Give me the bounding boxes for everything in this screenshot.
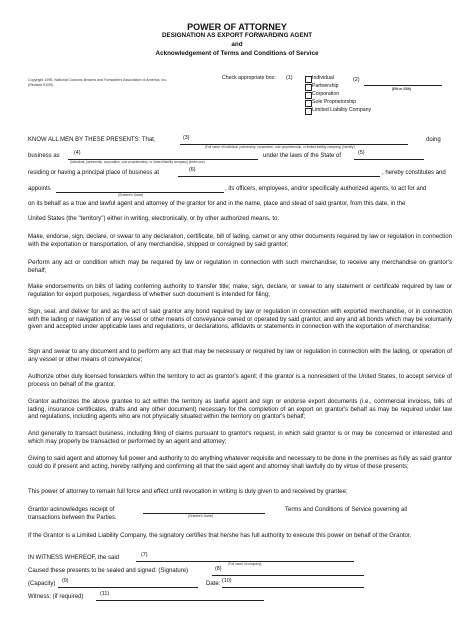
know-all-text: KNOW ALL MEN BY THESE PRESENTS: That, <box>28 137 156 143</box>
field-number-6: (6) <box>189 167 196 173</box>
appoints-text: appoints <box>28 186 51 192</box>
option-partnership-label: Partnership <box>312 83 339 89</box>
witness-label: Witness: (if required) <box>28 594 84 600</box>
date-field[interactable] <box>222 587 364 588</box>
option-llc-label: Limited Liability Company <box>312 107 372 113</box>
llc-certification: If the Grantor is a Limited Liability Company, the signatory certifies that he/she has full authority to execute this power on behalf of the Grantor. <box>28 532 412 539</box>
residing-text: residing or having a principal place of business at <box>28 170 160 176</box>
document-subtitle: DESIGNATION AS EXPORT FORWARDING AGENT <box>161 32 313 39</box>
field-number-2: (2) <box>353 77 360 83</box>
acknowledges-text: Grantor acknowledges receipt of <box>28 507 115 513</box>
paragraph-declarations: Make, endorse, sign, declare, or swear to any declaration, certificate, bill of lading, carnet or any other documents required by law or regulation in connection with the exportation or transportation, of any merchandise, shipped or consigned by said grantor; <box>28 233 452 248</box>
ein-caption: (EIN or SSN) <box>392 87 411 91</box>
field-number-3: (3) <box>183 135 190 141</box>
hereby-text: , hereby constitutes and <box>382 170 446 176</box>
caused-signed-text: Caused these presents to be sealed and signed: (Signature) <box>28 568 189 574</box>
document-title: POWER OF ATTORNEY <box>187 22 287 32</box>
in-witness-text: IN WITNESS WHEREOF, the said <box>28 555 120 561</box>
document-and: and <box>231 41 243 48</box>
address-field[interactable] <box>178 176 380 177</box>
paragraph-authorizes-grantee: Grantor authorizes the above grantee to act within the territory as lawful agent and sign or endorse export documents (i.e., commercial invoices, bills of lading, insurance certificates, drafts and any other document) necessary for the completion of an export on grantor's behalf as may be required under law and regulations, including agents who are not physically situated within the territory on grantor's behalf; <box>28 398 452 421</box>
paragraph-transact-business: And generally to transact business, including filing of claims pursuant to grantor's request, in which said grantor is or may be concerned or interested and which may properly be transacted or performed by an agent and attorney; <box>28 430 452 445</box>
checkbox-llc[interactable] <box>305 108 312 115</box>
paragraph-other-forwarders: Authorize other duly licensed forwarders within the territory to act as grantor's agent; if the grantor is a nonresident of the United States, to accept service of process on behalf of the grantor. <box>28 373 452 388</box>
field-number-10: (10) <box>222 578 232 584</box>
paragraph-full-power: Giving to said agent and attorney full power and authority to do anything whatever requisite and necessary to be done in the premises as fully as said grantor could do if present and acting, hereby ratifying and confirming all that the said agent and attorney shall lawfully do by virtue of these presents; <box>28 455 452 470</box>
paragraph-endorsements: Make endorsements on bills of lading conferring authority to transfer title; make, sign, declare, or swear to any statement or certificate required by law or regulation for export purposes, regardless of whether such document is intended for filing; <box>28 283 452 298</box>
field-number-7: (7) <box>141 552 148 558</box>
doing-text: doing <box>426 137 441 143</box>
check-box-prompt: Check appropriate box: <box>222 75 276 81</box>
terms-text: Terms and Conditions of Service governing all <box>285 507 408 513</box>
state-field[interactable] <box>354 159 424 160</box>
checkbox-individual[interactable] <box>305 76 312 83</box>
paragraph-perform-acts: Perform any act or condition which may be required by law or regulation in connection with such merchandise; to receive any merchandise on grantor's behalf; <box>28 259 452 274</box>
ack-grantee-caption: (Grantee's Name) <box>188 514 214 518</box>
field-number-9: (9) <box>62 578 69 584</box>
copyright-line: Copyright 1995, National Customs Brokers and Forwarders Association of America, Inc. <box>28 78 168 82</box>
revision-line: (Revised 01/00) <box>28 83 54 87</box>
signature-field[interactable] <box>212 575 364 576</box>
document-ack-title: Acknowledgement of Terms and Conditions of Service <box>155 50 319 57</box>
ein-field[interactable] <box>364 85 442 86</box>
option-individual-label: Individual <box>312 75 334 81</box>
date-label: Date: <box>206 581 221 587</box>
field-number-5: (5) <box>358 150 365 156</box>
capacity-field[interactable] <box>58 587 198 588</box>
officers-text: , its officers, employees, and/or specifically authorized agents, to act for and <box>225 186 427 192</box>
field-number-8: (8) <box>215 566 222 572</box>
witness-field[interactable] <box>96 600 264 601</box>
paragraph-remain-in-force: This power of attorney to remain full force and effect until revocation in writing is duly given to and received by grantee; <box>28 488 348 495</box>
checkbox-partnership[interactable] <box>305 84 312 91</box>
grantor-name-caption: (Full name of individual, partnership, corporation, sole proprietorship, or limited liability company) (Identify) <box>205 145 355 149</box>
option-sole-proprietorship-label: Sole Proprietorship <box>312 99 357 105</box>
paragraph-vessel: Sign and swear to any document and to perform any act that may be necessary or required by law or regulation in connection with the lading, or operation of any vessel or other means of conveyance; <box>28 348 452 363</box>
checkbox-sole-proprietorship[interactable] <box>305 100 312 107</box>
field-number-4: (4) <box>74 150 81 156</box>
paragraph-territory: United States (the "territory") either in writing, electronically, or by other authorized means, to: <box>28 215 280 222</box>
paragraph-behalf: on its behalf as a true and lawful agent and attorney of the grantor for and in the name, place and stead of said grantor, from this date, in the <box>28 200 406 207</box>
field-number-1: (1) <box>286 75 293 81</box>
under-laws-text: under the laws of the State of <box>263 153 342 159</box>
paragraph-bonds: Sign, seal, and deliver for and as the act of said grantor any bond required by law or regulation in connection with exported merchandise, or in connection with the lading or navigation of any vessel or other means of conveyance owned or operated by said grantor, and any and all bonds which may be voluntarily given and accepted under applicable laws and regulations, or declarations, affidavits or statements in connection with the exportation of merchandise; <box>28 308 452 331</box>
field-number-11: (11) <box>100 591 110 597</box>
capacity-label: (Capacity) <box>28 581 56 587</box>
company-name-caption: (Full name of company) <box>228 562 262 566</box>
entity-type-caption: (individual, partnership, corporation, sole proprietorship, or limited liability company) (insert one) <box>70 160 205 164</box>
option-corporation-label: Corporation <box>312 91 340 97</box>
grantee-name-caption: (Grantee's Name) <box>118 193 144 197</box>
transactions-text: transactions between the Parties. <box>28 515 117 521</box>
business-as-text: business as <box>28 153 60 159</box>
checkbox-corporation[interactable] <box>305 92 312 99</box>
